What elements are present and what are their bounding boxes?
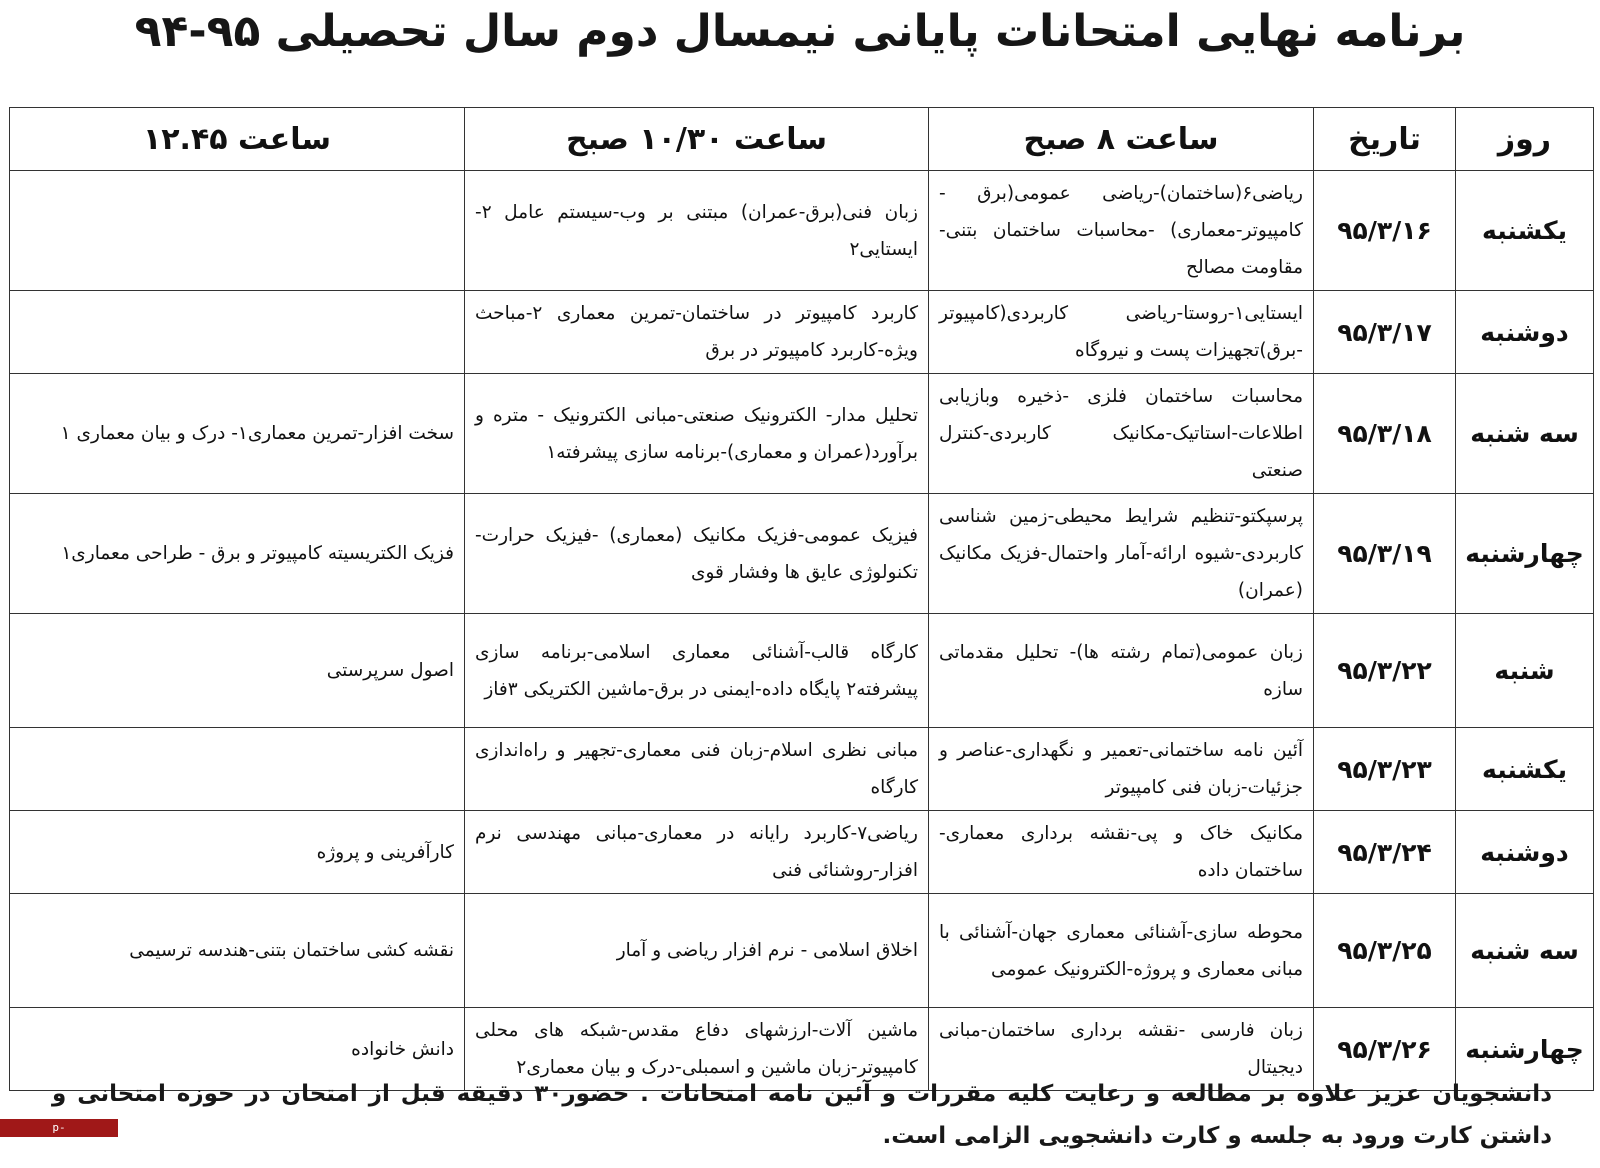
header-slot-1030am: ساعت ۱۰/۳۰ صبح — [465, 108, 929, 171]
page-title: برنامه نهایی امتحانات پایانی نیمسال دوم سال تحصیلی ۹۵-۹۴ — [134, 6, 1466, 57]
table-row — [10, 728, 1594, 811]
row-slot-1245 — [10, 171, 465, 291]
row-day: یکشنبه — [1456, 171, 1594, 291]
exam-schedule-table — [9, 107, 1594, 1091]
row-slot-8am: مکانیک خاک و پی-نقشه برداری معماری-ساختمان داده — [929, 811, 1314, 894]
row-slot-8am: ریاضی۶(ساختمان)-ریاضی عمومی(برق - کامپیوتر-معماری) -محاسبات ساختمان بتنی-مقاومت مصالح — [929, 171, 1314, 291]
row-slot-1245: فزیک الکتریسیته کامپیوتر و برق - طراحی معماری۱ — [10, 494, 465, 614]
site-watermark: p-estahban.nus.ac.ir — [0, 1121, 120, 1152]
row-date: ۹۵/۳/۲۳ — [1314, 728, 1456, 811]
row-slot-1030am: کارگاه قالب-آشنائی معماری اسلامی-برنامه سازی پیشرفته۲ پایگاه داده-ایمنی در برق-ماشین الکتریکی ۳فاز — [465, 614, 929, 728]
row-slot-1030am: اخلاق اسلامی - نرم افزار ریاضی و آمار — [465, 894, 929, 1008]
table-row — [10, 811, 1594, 894]
row-slot-1030am: فیزیک عمومی-فزیک مکانیک (معماری) -فیزیک حرارت-تکنولوژی عایق ها وفشار قوی — [465, 494, 929, 614]
row-date: ۹۵/۳/۲۵ — [1314, 894, 1456, 1008]
row-slot-8am: زبان عمومی(تمام رشته ها)- تحلیل مقدماتی سازه — [929, 614, 1314, 728]
row-day: چهارشنبه — [1456, 1008, 1594, 1091]
row-date: ۹۵/۳/۱۷ — [1314, 291, 1456, 374]
row-date: ۹۵/۳/۱۶ — [1314, 171, 1456, 291]
table-row — [10, 894, 1594, 1008]
row-date: ۹۵/۳/۲۴ — [1314, 811, 1456, 894]
row-slot-8am: محوطه سازی-آشنائی معماری جهان-آشنائی با مبانی معماری و پروژه-الکترونیک عمومی — [929, 894, 1314, 1008]
row-slot-8am: ایستایی۱-روستا-ریاضی کاربردی(کامپیوتر -برق)تجهیزات پست و نیروگاه — [929, 291, 1314, 374]
row-day: دوشنبه — [1456, 291, 1594, 374]
row-day: یکشنبه — [1456, 728, 1594, 811]
row-slot-1030am: کاربرد کامپیوتر در ساختمان-تمرین معماری ۲-مباحث ویژه-کاربرد کامپیوتر در برق — [465, 291, 929, 374]
row-slot-1030am: ماشین آلات-ارزشهای دفاع مقدس-شبکه های محلی کامپیوتر-زبان ماشین و اسمبلی-درک و بیان معماری۲ — [465, 1008, 929, 1091]
row-slot-1245: دانش خانواده — [10, 1008, 465, 1091]
row-date: ۹۵/۳/۲۶ — [1314, 1008, 1456, 1091]
row-slot-8am: محاسبات ساختمان فلزی -ذخیره وبازیابی اطلاعات-استاتیک-مکانیک کاربردی-کنترل صنعتی — [929, 374, 1314, 494]
row-day: سه شنبه — [1456, 374, 1594, 494]
row-slot-1245: سخت افزار-تمرین معماری۱- درک و بیان معماری ۱ — [10, 374, 465, 494]
row-slot-8am: آئین نامه ساختمانی-تعمیر و نگهداری-عناصر و جزئیات-زبان فنی کامپیوتر — [929, 728, 1314, 811]
table-header-row — [10, 108, 1594, 171]
row-day: سه شنبه — [1456, 894, 1594, 1008]
table-row — [10, 374, 1594, 494]
row-slot-1030am: ریاضی۷-کاربرد رایانه در معماری-مبانی مهندسی نرم افزار-روشنائی فنی — [465, 811, 929, 894]
table-row — [10, 291, 1594, 374]
row-slot-1245 — [10, 291, 465, 374]
row-day: چهارشنبه — [1456, 494, 1594, 614]
row-date: ۹۵/۳/۱۹ — [1314, 494, 1456, 614]
header-slot-8am: ساعت ۸ صبح — [929, 108, 1314, 171]
header-slot-1245: ساعت ۱۲.۴۵ — [10, 108, 465, 171]
row-slot-1245: نقشه کشی ساختمان بتنی-هندسه ترسیمی — [10, 894, 465, 1008]
row-slot-8am: زبان فارسی -نقشه برداری ساختمان-مبانی دیجیتال — [929, 1008, 1314, 1091]
header-day: روز — [1456, 108, 1594, 171]
row-day: شنبه — [1456, 614, 1594, 728]
row-slot-8am: پرسپکتو-تنظیم شرایط محیطی-زمین شناسی کاربردی-شیوه ارائه-آمار واحتمال-فزیک مکانیک (عمران) — [929, 494, 1314, 614]
row-slot-1030am: مبانی نظری اسلام-زبان فنی معماری-تجهیر و راه‌اندازی کارگاه — [465, 728, 929, 811]
row-day: دوشنبه — [1456, 811, 1594, 894]
row-date: ۹۵/۳/۱۸ — [1314, 374, 1456, 494]
row-slot-1030am: تحلیل مدار- الکترونیک صنعتی-مبانی الکترونیک - متره و برآورد(عمران و معماری)-برنامه سازی پیشرفته۱ — [465, 374, 929, 494]
header-date: تاریخ — [1314, 108, 1456, 171]
footer-notice: دانشجویان عزیز علاوه بر مطالعه و رعایت کلیه مقررات و آئین نامه امتحانات . حضور۳۰ دقیقه قبل از امتحان در حوزه امتحانی و داشتن کارت ورود به جلسه و کارت دانشجویی الزامی است. — [52, 1081, 1552, 1149]
table-row — [10, 614, 1594, 728]
row-slot-1030am: زبان فنی(برق-عمران) مبتنی بر وب-سیستم عامل ۲-ایستایی۲ — [465, 171, 929, 291]
row-slot-1245 — [10, 728, 465, 811]
row-slot-1245: اصول سرپرستی — [10, 614, 465, 728]
table-row — [10, 171, 1594, 291]
row-slot-1245: کارآفرینی و پروژه — [10, 811, 465, 894]
table-row — [10, 494, 1594, 614]
row-date: ۹۵/۳/۲۲ — [1314, 614, 1456, 728]
